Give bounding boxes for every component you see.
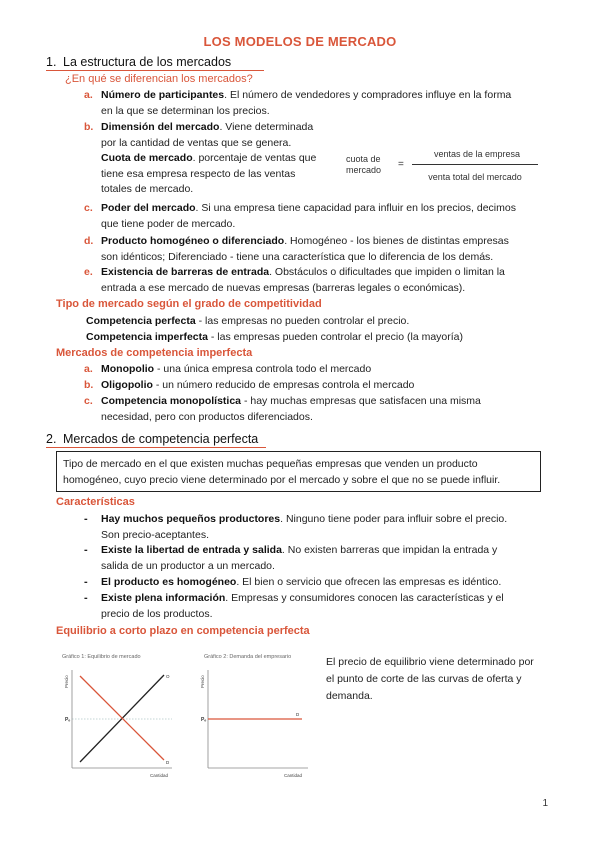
item-bold: Existe la libertad de entrada y salida [101,544,282,556]
item-bold: Poder del mercado [101,202,196,214]
equilibrio-heading: Equilibrio a corto plazo en competencia perfecta [56,625,310,637]
graph2-xlabel: Cantidad [284,773,303,778]
item-letter: a. [84,89,93,101]
item-bold: Competencia monopolística [101,395,242,407]
item-text: que tiene poder de mercado. [101,217,236,230]
item-letter: b. [84,121,94,133]
item-text: . Obstáculos o dificultades que impiden o limitan la [269,266,505,278]
graph2-ylabel: Precio [200,675,205,688]
item-text: - hay muchas empresas que satisfacen una misma [241,395,481,407]
cuota-text: totales de mercado. [101,183,194,195]
item-text: . Homogéneo - los bienes de distintas empresas [284,235,509,247]
section-2-underline [46,447,266,448]
section-1-title: La estructura de los mercados [63,55,232,69]
item-bold: Monopolio [101,363,155,375]
list-item [84,575,554,591]
item-text: . El número de vendedores y compradores influye en la forma [224,89,512,101]
item-text: . Ninguno tiene poder para influir sobre el precio. [280,513,508,525]
item-text: son idénticos; Diferenciado - tiene una característica que lo diferencia de los demás. [101,250,494,263]
graph2-pe-label: Pₑ [201,717,207,723]
item-bold: Dimensión del mercado [101,121,220,133]
graph1-ylabel: Precio [64,675,69,688]
graph-equilibrio [56,650,180,780]
formula-numerator: ventas de la empresa [433,149,521,159]
item-text: salida de un productor a un mercado. [101,559,275,572]
question-heading: ¿En qué se diferencian los mercados? [65,73,253,85]
section-2-number: 2. [46,432,57,446]
cuota-text: tiene esa empresa respecto de las ventas [101,167,296,180]
list-item [84,394,554,425]
caption-line: el punto de corte de las curvas de oferta y [326,673,522,685]
formula-fraction-bar [412,164,538,165]
list-item [84,512,554,543]
formula-left-2: mercado [346,165,382,175]
item-letter: c. [84,202,93,214]
tipo-bold: Competencia perfecta [86,315,196,327]
list-item [86,330,546,346]
cuota-text: . porcentaje de ventas que [192,152,317,164]
dash-bullet: - [84,576,88,588]
section-2-heading [46,432,286,446]
tipo-bold: Competencia imperfecta [86,331,208,343]
tipo-text: - las empresas no pueden controlar el precio. [195,315,410,327]
item-text: precio de los productos. [101,607,213,620]
dash-bullet: - [84,592,88,604]
item-bold: El producto es homogéneo [101,576,237,588]
item-bold: Hay muchos pequeños productores [101,513,281,525]
section-1-number: 1. [46,55,57,69]
item-text: - un número reducido de empresas controla el mercado [152,379,415,391]
formula-left-1: cuota de [346,154,381,164]
item-bold: Existe plena información [101,592,226,604]
cuota-bold: Cuota de mercado [101,152,193,164]
list-item [84,88,554,119]
tipo-text: - las empresas pueden controlar el precio (la mayoría) [207,331,463,343]
item-bold: Producto homogéneo o diferenciado [101,235,285,247]
tipo-heading: Tipo de mercado según el grado de competitividad [56,298,322,310]
graph1-o-label: O [166,674,170,679]
definition-text: Tipo de mercado en el que existen muchas pequeñas empresas que venden un producto [63,458,478,470]
item-text: - una única empresa controla todo el mercado [154,363,372,375]
item-letter: d. [84,235,94,247]
section-2-title: Mercados de competencia perfecta [63,432,259,446]
page-number: 1 [542,798,548,809]
item-text: . El bien o servicio que ofrecen las empresas es idéntico. [236,576,502,588]
item-text: . Empresas y consumidores conocen las características y el [225,592,504,604]
list-item [84,362,554,378]
list-item [84,265,554,296]
list-item [86,314,546,330]
item-letter: b. [84,379,94,391]
item-text: . Si una empresa tiene capacidad para influir en los precios, decimos [195,202,516,214]
item-text: . No existen barreras que impidan la entrada y [281,544,498,556]
item-text: en la que se determinan los precios. [101,104,270,117]
item-bold: Oligopolio [101,379,153,391]
list-item [84,234,554,265]
graph1-d-label: D [166,760,170,765]
item-text: necesidad, pero con productos diferenciados. [101,410,313,423]
item-bold: Número de participantes [101,89,225,101]
formula-equals: = [398,159,404,170]
list-item [84,378,554,394]
cuota-formula [346,148,546,188]
item-letter: e. [84,266,93,278]
section-1-heading [46,55,266,69]
caption-line: El precio de equilibrio viene determinado por [326,656,534,668]
formula-denominator: venta total del mercado [428,172,522,182]
caracteristicas-heading: Características [56,496,135,508]
definition-text: homogéneo, cuyo precio viene determinado por el mercado y sobre el que no se puede influir. [63,474,501,486]
list-item [84,201,554,232]
item-text: Son precio-aceptantes. [101,528,209,541]
item-text: entrada a ese mercado de nuevas empresas (barreras legales o económicas). [101,281,466,294]
graph2-title: Gráfico 2: Demanda del empresario [204,654,292,660]
imperfecta-heading: Mercados de competencia imperfecta [56,347,253,359]
section-1-underline [46,70,264,71]
item-letter: a. [84,363,93,375]
definition-box [56,451,541,492]
list-item [84,591,554,622]
item-text: . Viene determinada [219,121,314,133]
graph1-pe-label: Pₑ [65,717,71,723]
dash-bullet: - [84,513,88,525]
item-text: por la cantidad de ventas que se genera. [101,136,292,149]
graph1-xlabel: Cantidad [150,773,169,778]
graph-demanda-empresario [192,650,316,780]
page-title: LOS MODELOS DE MERCADO [203,34,397,49]
graph2-d-label: D [296,712,300,717]
dash-bullet: - [84,544,88,556]
item-bold: Existencia de barreras de entrada [101,266,270,278]
item-letter: c. [84,395,93,407]
list-item [84,543,554,574]
caption-line: demanda. [326,690,373,702]
list-item [84,120,344,198]
graph1-title: Gráfico 1: Equilibrio de mercado [62,654,141,660]
equilibrio-caption [326,654,556,705]
